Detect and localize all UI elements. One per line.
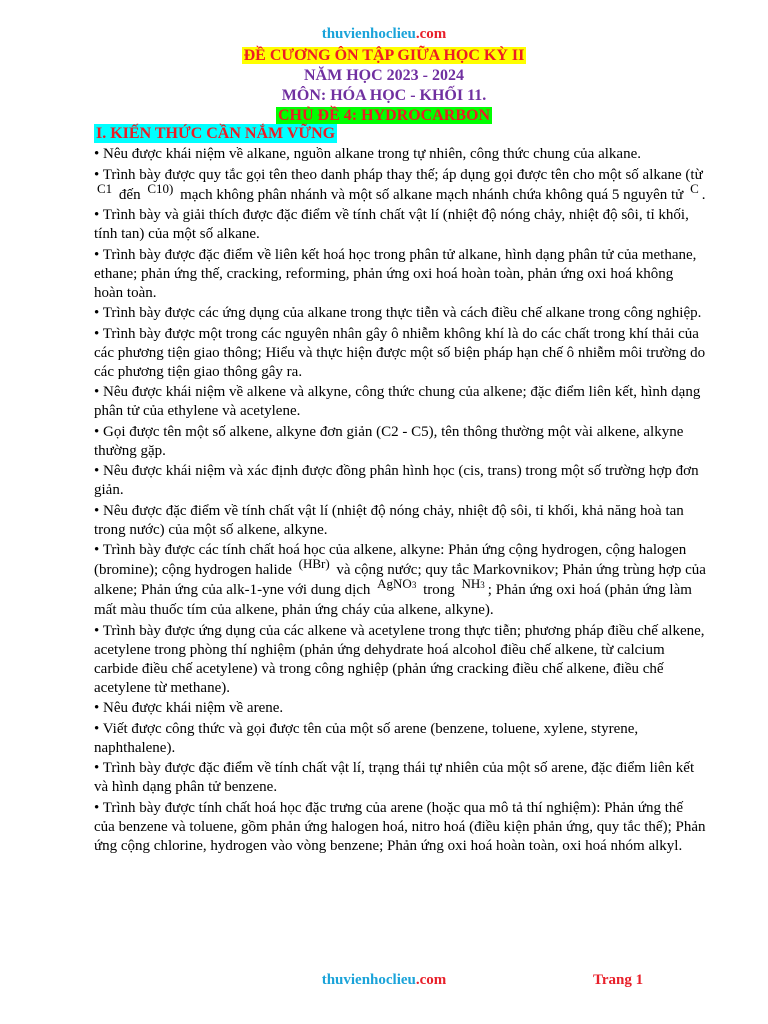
formula-c1: C1 bbox=[97, 180, 113, 196]
formula-agno3: AgNO3 bbox=[377, 576, 417, 591]
title-block bbox=[0, 46, 768, 126]
list-item: • Nêu được khái niệm về alkane, nguồn alkane trong tự nhiên, công thức chung của alkane. bbox=[94, 146, 641, 162]
list-item: • Trình bày được tính chất hoá học đặc trưng của arene (hoặc qua mô tả thí nghiệm): Phản ứng thế của benzene và toluene, gồm phản ứng halogen hoá, nitro hoá (điều kiện phản ứng, quy tắc thế); Phản ứng cộng chlorine, hydrogen vào vòng benzene; Phản ứng oxi hoá hoàn toàn, oxi hoá nhóm alkyl. bbox=[94, 799, 706, 854]
list-item: • Trình bày được quy tắc gọi tên theo danh pháp thay thế; áp dụng gọi được tên cho một số alkane (từ C1 đến C10) mạch không phân nhánh và một số alkane mạch nhánh chứa không quá 5 nguyên tử C . bbox=[94, 166, 706, 203]
list-item: • Trình bày được các ứng dụng của alkane trong thực tiễn và cách điều chế alkane trong công nghiệp. bbox=[94, 305, 702, 321]
list-item: • Gọi được tên một số alkene, alkyne đơn giản (C2 - C5), tên thông thường một vài alkene, alkyne thường gặp. bbox=[94, 423, 684, 459]
section-heading: I. KIẾN THỨC CẦN NẮM VỮNG bbox=[96, 125, 336, 142]
list-item: • Trình bày được một trong các nguyên nhân gây ô nhiễm không khí là do các chất trong khí thải của các phương tiện giao thông; Hiểu và thực hiện được một số biện pháp hạn chế ô nhiễm môi trường do các phương tiện giao thông gây ra. bbox=[94, 325, 706, 380]
content-body bbox=[94, 145, 706, 857]
footer-brand-domain: .com bbox=[415, 972, 447, 988]
page-number: Trang 1 bbox=[593, 972, 644, 988]
formula-c: C bbox=[690, 180, 699, 196]
formula-hbr: (HBr) bbox=[298, 556, 330, 571]
list-item: • Nêu được khái niệm về arene. bbox=[94, 700, 284, 716]
footer-brand[interactable] bbox=[0, 972, 768, 989]
list-item: • Trình bày được các tính chất hoá học của alkene, alkyne: Phản ứng cộng hydrogen, cộng halogen (bromine); cộng hydrogen halide (HBr) và cộng nước; quy tắc Markovnikov; Phản ứng trùng hợp của alkene; Phản ứng của alk-1-yne với dung dịch AgNO3 trong NH3 ; Phản ứng oxi hoá (phản ứng làm mất màu thuốc tím của alkene, phản ứng cháy của alkene, alkyne). bbox=[94, 542, 706, 618]
list-item: • Viết được công thức và gọi được tên của một số arene (benzene, toluene, xylene, styrene, naphthalene). bbox=[94, 720, 639, 756]
document-title: ĐỀ CƯƠNG ÔN TẬP GIỮA HỌC KỲ II bbox=[243, 47, 525, 64]
list-item: • Nêu được đặc điểm về tính chất vật lí (nhiệt độ nóng chảy, nhiệt độ sôi, tỉ khối, khả năng hoà tan trong nước) của một số alkene, alkyne. bbox=[94, 502, 684, 538]
list-item: • Trình bày được ứng dụng của các alkene và acetylene trong thực tiễn; phương pháp điều chế alkene, acetylene trong phòng thí nghiệm (phản ứng dehydrate hoá alcohol điều chế alkene, từ calcium carbide điều chế acetylene) và trong công nghiệp (phản ứng cracking điều chế alkene, điều chế acetylene từ methane). bbox=[94, 622, 705, 696]
subject-line: MÔN: HÓA HỌC - KHỐI 11. bbox=[281, 87, 487, 104]
list-item: • Nêu được khái niệm và xác định được đồng phân hình học (cis, trans) trong một số trường hợp đơn giản. bbox=[94, 463, 699, 498]
list-item: • Trình bày được đặc điểm về liên kết hoá học trong phân tử alkane, hình dạng phân tử của methane, ethane; phản ứng thế, cracking, reforming, phản ứng oxi hoá hoàn toàn, phản ứng oxi hoá không hoàn toàn. bbox=[94, 246, 697, 301]
school-year: NĂM HỌC 2023 - 2024 bbox=[304, 67, 464, 84]
formula-c10: C10) bbox=[147, 180, 174, 196]
list-item: • Trình bày được đặc điểm về tính chất vật lí, trạng thái tự nhiên của một số arene, đặc điểm liên kết và hình dạng phân tử benzene. bbox=[94, 760, 695, 795]
list-item: • Nêu được khái niệm về alkene và alkyne, công thức chung của alkene; đặc điểm liên kết, hình dạng phân tử của ethylene và acetylene. bbox=[94, 384, 701, 419]
brand-name: thuvienhoclieu bbox=[321, 26, 416, 42]
list-item: • Trình bày và giải thích được đặc điểm về tính chất vật lí (nhiệt độ nóng chảy, nhiệt độ sôi, tỉ khối, tính tan) của một số alkane. bbox=[94, 207, 689, 242]
brand-domain: .com bbox=[415, 26, 447, 42]
formula-nh3: NH3 bbox=[461, 576, 485, 591]
footer-brand-name: thuvienhoclieu bbox=[321, 972, 416, 988]
topic-title: CHỦ ĐỀ 4: HYDROCARBON bbox=[278, 107, 490, 124]
header-brand[interactable] bbox=[0, 26, 768, 43]
